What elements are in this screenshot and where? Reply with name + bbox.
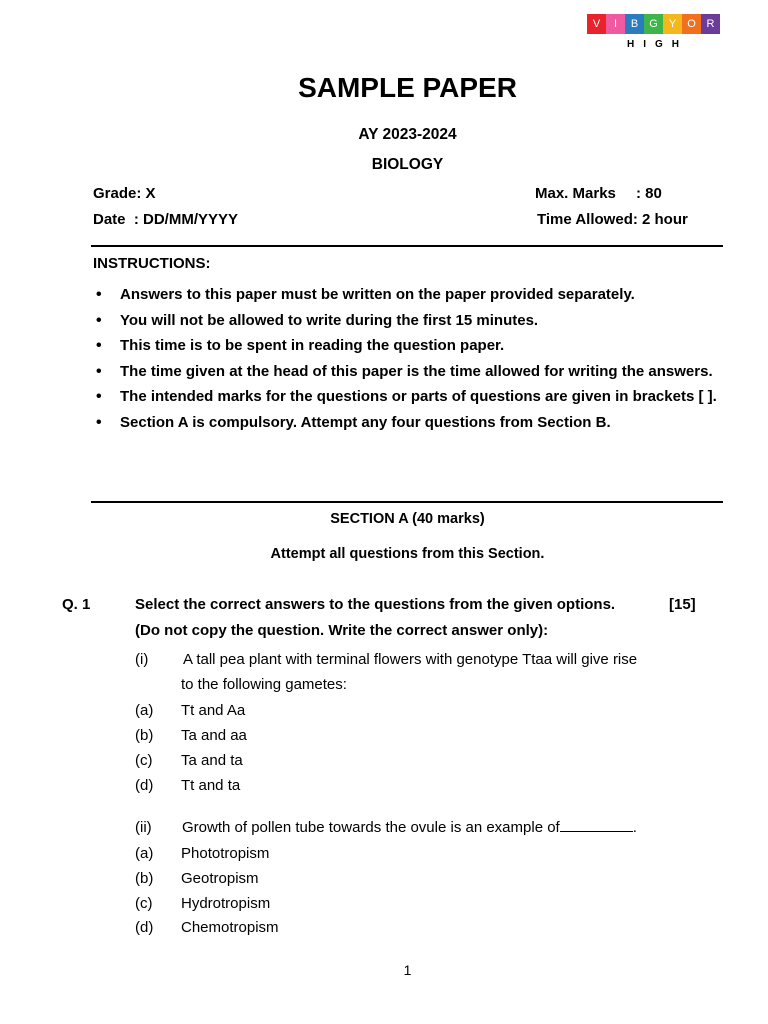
school-logo: [587, 14, 720, 50]
part-text: A tall pea plant with terminal flowers with genotype Ttaa will give rise: [183, 651, 638, 668]
option-text: Hydrotropism: [181, 895, 271, 912]
logo-letter-i: I: [606, 14, 625, 34]
instruction-item: • Answers to this paper must be written on the paper provided separately.: [93, 282, 721, 308]
logo-letters: [587, 14, 720, 34]
grade-label: Grade: X: [93, 185, 156, 202]
option-text: Ta and aa: [181, 727, 247, 744]
option-text: Tt and ta: [181, 777, 241, 794]
option-label: (c): [135, 895, 153, 912]
header-divider: [91, 245, 723, 247]
part-label: (ii): [135, 819, 152, 836]
max-marks-value: : 80: [636, 185, 662, 202]
part-label: (i): [135, 651, 149, 668]
section-a-instruction: Attempt all questions from this Section.: [270, 546, 545, 562]
question-text: Select the correct answers to the questions from the given options.: [135, 596, 616, 613]
option-text: Chemotropism: [181, 919, 279, 936]
date-label: Date : DD/MM/YYYY: [93, 211, 239, 228]
part-text-continued: to the following gametes:: [181, 676, 347, 693]
option-label: (b): [135, 727, 154, 744]
instruction-item: • The time given at the head of this paper is the time allowed for writing the answers.: [93, 359, 721, 385]
instruction-item: • The intended marks for the questions or parts of questions are given in brackets [ ].: [93, 384, 721, 410]
academic-year: AY 2023-2024: [358, 126, 457, 143]
question-number: Q. 1: [62, 596, 91, 613]
instruction-item: • Section A is compulsory. Attempt any four questions from Section B.: [93, 410, 721, 436]
logo-letter-b: B: [625, 14, 644, 34]
option-text: Geotropism: [181, 870, 259, 887]
option-text: Tt and Aa: [181, 702, 246, 719]
part-text-end: .: [632, 819, 637, 836]
question-marks: [15]: [669, 596, 696, 613]
instructions-heading: INSTRUCTIONS:: [93, 255, 211, 272]
logo-letter-y: Y: [663, 14, 682, 34]
question-note: (Do not copy the question. Write the correct answer only):: [135, 622, 549, 639]
part-text: [182, 819, 637, 836]
option-text: Phototropism: [181, 845, 270, 862]
part-text-body: Growth of pollen tube towards the ovule is an example of: [182, 819, 560, 836]
instructions-list: [93, 282, 721, 435]
option-label: (a): [135, 702, 154, 719]
time-allowed: Time Allowed: 2 hour: [537, 211, 688, 228]
logo-subtitle: HIGH: [627, 39, 688, 50]
section-a-title: SECTION A (40 marks): [330, 511, 485, 527]
page-title: SAMPLE PAPER: [298, 72, 517, 103]
page-number: 1: [403, 962, 412, 978]
logo-letter-v: V: [587, 14, 606, 34]
option-label: (b): [135, 870, 154, 887]
option-label: (d): [135, 919, 154, 936]
answer-blank: [560, 819, 633, 832]
instruction-item: • This time is to be spent in reading the question paper.: [93, 333, 721, 359]
subject-name: BIOLOGY: [371, 156, 444, 173]
instructions-divider: [91, 501, 723, 503]
instruction-item: • You will not be allowed to write during the first 15 minutes.: [93, 308, 721, 334]
logo-letter-g: G: [644, 14, 663, 34]
option-label: (c): [135, 752, 153, 769]
option-label: (d): [135, 777, 154, 794]
logo-letter-r: R: [701, 14, 720, 34]
option-text: Ta and ta: [181, 752, 243, 769]
max-marks-label: Max. Marks: [535, 185, 616, 202]
option-label: (a): [135, 845, 154, 862]
logo-letter-o: O: [682, 14, 701, 34]
